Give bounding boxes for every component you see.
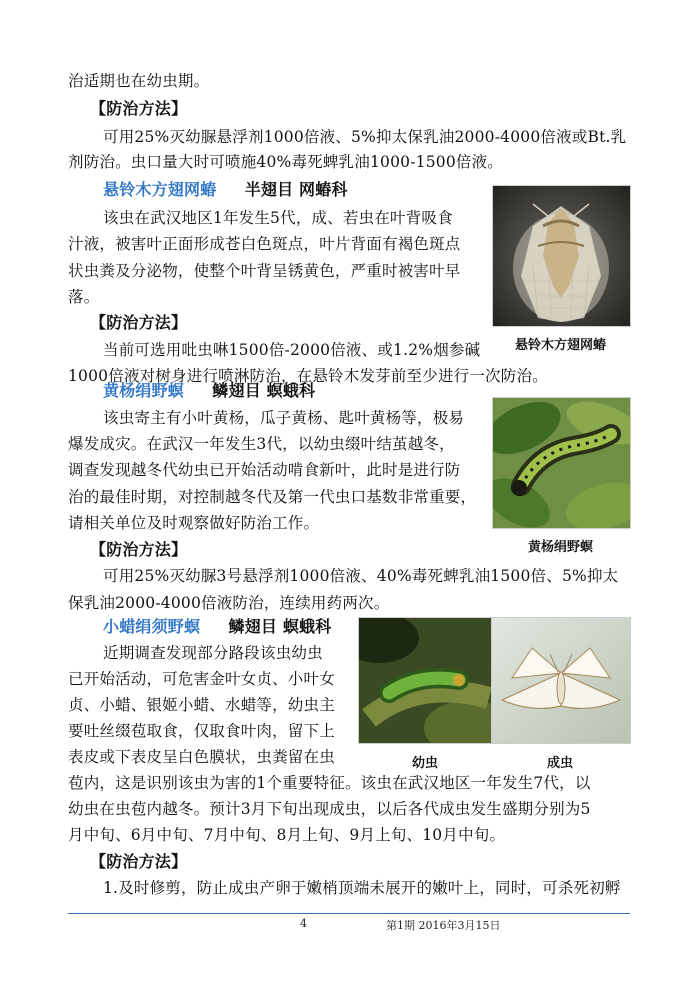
figure-caption: 幼虫 (411, 756, 438, 771)
text-line: 苞内，这是识别该虫为害的1个重要特征。该虫在武汉地区一年发生7代，以 (68, 774, 591, 792)
issue-date: 第1期 2016年3月15日 (386, 919, 501, 932)
text-line: 请相关单位及时观察做好防治工作。 (68, 514, 320, 532)
species-rank: 鳞翅目 螟蛾科 (212, 381, 316, 400)
text-line: 落。 (68, 288, 100, 306)
species-title (103, 381, 315, 401)
text-line: 1000倍液对树身进行喷淋防治，在悬铃木发芽前至少进行一次防治。 (68, 367, 548, 385)
species-rank: 半翅目 网蝽科 (244, 180, 348, 199)
species-title (103, 617, 331, 637)
text-line: 该虫寄主有小叶黄杨，瓜子黄杨、匙叶黄杨等，极易 (103, 409, 465, 427)
section-heading: 【防治方法】 (90, 99, 188, 118)
text-line: 可用25%灭幼脲悬浮剂1000倍液、5%抑太保乳油2000-4000倍液或Bt.乳 (103, 128, 627, 146)
text-line: 要吐丝缀苞取食，仅取食叶肉，留下上 (68, 722, 335, 740)
moth-illustration (492, 618, 630, 743)
larva-photo (358, 617, 493, 744)
text-line: 1.及时修剪，防止成虫产卵于嫩梢顶端未展开的嫩叶上，同时，可杀死初孵 (103, 879, 621, 897)
species-name: 黄杨绢野螟 (103, 381, 185, 400)
text-line: 爆发成灾。在武汉一年发生3代，以幼虫缀叶结茧越冬， (68, 435, 455, 453)
text-line: 当前可选用吡虫啉1500倍-2000倍液、或1.2%烟参碱 (103, 341, 481, 359)
text-line: 该虫在武汉地区1年发生5代，成、若虫在叶背吸食 (103, 209, 453, 227)
caterpillar-illustration (493, 398, 630, 528)
text-line: 幼虫在虫苞内越冬。预计3月下旬出现成虫，以后各代成虫发生盛期分别为5 (68, 800, 591, 818)
text-line: 贞、小蜡、银姬小蜡、水蜡等，幼虫主 (68, 696, 335, 714)
text-line: 状虫粪及分泌物，使整个叶背呈锈黄色，严重时被害叶早 (68, 262, 461, 280)
figure-caption: 黄杨绢野螟 (527, 540, 593, 555)
figure-caption: 悬铃木方翅网蝽 (514, 338, 606, 353)
text-line: 剂防治。虫口量大时可喷施40%毒死蜱乳油1000-1500倍液。 (68, 153, 503, 171)
text-line: 已开始活动，可危害金叶女贞、小叶女 (68, 670, 335, 688)
text-line: 调查发现越冬代幼虫已开始活动啃食新叶，此时是进行防 (68, 461, 461, 479)
text-line: 治适期也在幼虫期。 (68, 72, 210, 90)
page-number: 4 (300, 917, 307, 930)
section-heading: 【防治方法】 (90, 540, 188, 559)
text-line: 表皮或下表皮呈白色膜状，虫粪留在虫 (68, 748, 335, 766)
species-name: 小蜡绢须野螟 (103, 617, 201, 636)
species-title (103, 180, 348, 200)
larva-illustration (359, 618, 492, 743)
text-line: 月中旬、6月中旬、7月中旬、8月上旬、9月上旬、10月中旬。 (68, 826, 506, 844)
section-heading: 【防治方法】 (90, 313, 188, 332)
text-line: 保乳油2000-4000倍液防治，连续用药两次。 (68, 594, 390, 612)
text-line: 治的最佳时期，对控制越冬代及第一代虫口基数非常重要， (68, 488, 477, 506)
footer-divider (68, 913, 630, 914)
species-rank: 鳞翅目 螟蛾科 (228, 617, 332, 636)
text-line: 可用25%灭幼脲3号悬浮剂1000倍液、40%毒死蜱乳油1500倍、5%抑太 (103, 567, 619, 585)
moth-photo (491, 617, 631, 744)
species-name: 悬铃木方翅网蝽 (103, 180, 217, 199)
text-line: 汁液，被害叶正面形成苍白色斑点，叶片背面有褐色斑点 (68, 235, 461, 253)
text-line: 近期调查发现部分路段该虫幼虫 (103, 644, 323, 662)
caterpillar-photo (492, 397, 631, 529)
lace-bug-illustration (493, 186, 630, 326)
lace-bug-photo (492, 185, 631, 327)
section-heading: 【防治方法】 (90, 852, 188, 871)
figure-caption: 成虫 (546, 756, 573, 771)
